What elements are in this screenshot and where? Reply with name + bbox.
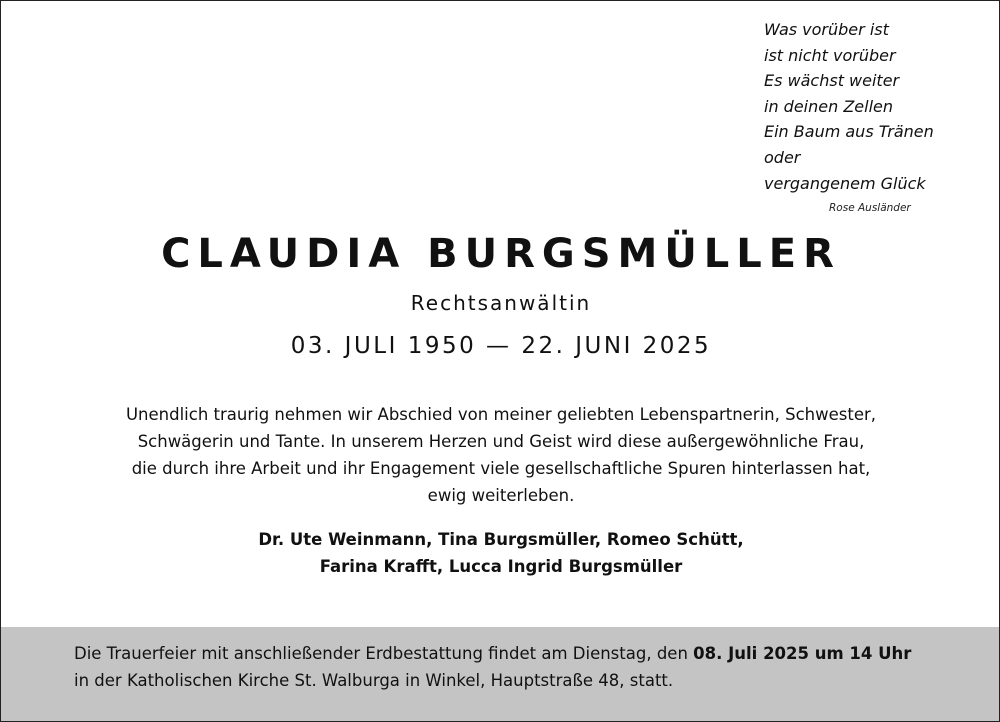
mourners-list	[1, 526, 1000, 580]
poem-line: Es wächst weiter	[764, 71, 900, 91]
poem-line: ist nicht vorüber	[764, 45, 896, 65]
message-line: ewig weiterleben.	[427, 486, 575, 505]
message-line: Schwägerin und Tante. In unserem Herzen und Geist wird diese außergewöhnliche Frau,	[137, 432, 865, 451]
funeral-date-time: 08. Juli 2025 um 14 Uhr	[693, 644, 912, 663]
poem-line: in deinen Zellen	[764, 96, 894, 116]
funeral-info-text	[74, 640, 911, 694]
funeral-info-prefix: Die Trauerfeier mit anschließender Erdbestattung findet am Dienstag, den	[74, 644, 694, 663]
poem-line: vergangenem Glück	[764, 173, 926, 193]
message-line: Unendlich traurig nehmen wir Abschied von meiner geliebten Lebenspartnerin, Schwester,	[125, 405, 877, 424]
funeral-info-bar	[1, 627, 999, 721]
poem-author: Rose Ausländer	[829, 202, 911, 214]
poem	[764, 17, 984, 196]
deceased-name: CLAUDIA BURGSMÜLLER	[161, 231, 841, 277]
deceased-profession: Rechtsanwältin	[410, 291, 592, 315]
funeral-info-line-2: in der Katholischen Kirche St. Walburga in Winkel, Hauptstraße 48, statt.	[74, 671, 674, 690]
mourners-line: Farina Krafft, Lucca Ingrid Burgsmüller	[319, 557, 683, 576]
mourners-line: Dr. Ute Weinmann, Tina Burgsmüller, Romeo Schütt,	[258, 530, 744, 549]
poem-line: Ein Baum aus Tränen	[764, 122, 934, 142]
funeral-info-line-1	[74, 640, 911, 667]
message-line: die durch ihre Arbeit und ihr Engagement viele gesellschaftliche Spuren hinterlassen hat,	[131, 459, 871, 478]
poem-line: Was vorüber ist	[764, 20, 889, 39]
farewell-message	[1, 401, 1000, 509]
poem-line: oder	[764, 147, 801, 167]
life-dates: 03. JULI 1950 — 22. JUNI 2025	[290, 333, 712, 359]
